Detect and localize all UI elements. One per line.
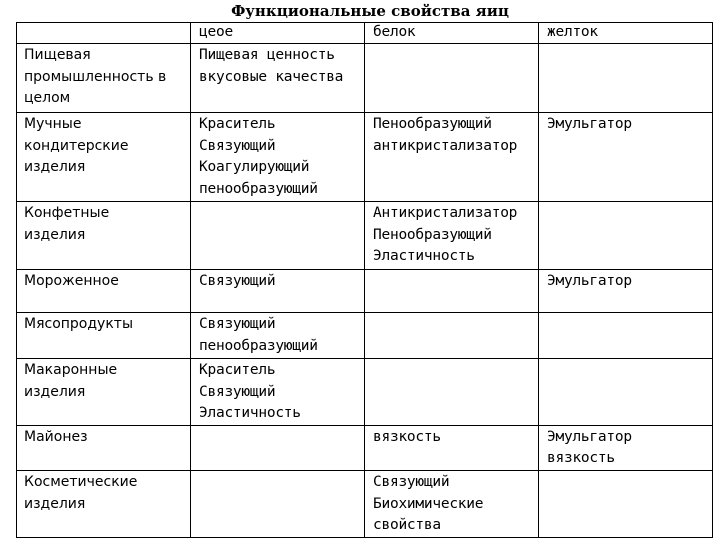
row-label: Мороженное <box>17 270 191 313</box>
row-label: Косметические изделия <box>17 470 191 537</box>
table-row <box>17 270 713 313</box>
cell-whole-egg: Краситель Связующий Коагулирующий пенообразующий <box>191 113 365 202</box>
cell-yolk <box>539 313 713 359</box>
page-title: Функциональные свойства яиц <box>231 2 509 20</box>
row-label: Майонез <box>17 425 191 470</box>
row-label: Мучные кондитерские изделия <box>17 113 191 202</box>
cell-whole-egg: Связующий <box>191 270 365 313</box>
cell-egg-white: Пенообразующий антикристализатор <box>365 113 539 202</box>
table-row <box>17 425 713 470</box>
table-row <box>17 202 713 270</box>
cell-egg-white <box>365 270 539 313</box>
cell-whole-egg: Пищевая ценность вкусовые качества <box>191 44 365 113</box>
cell-yolk <box>539 359 713 426</box>
row-label: Конфетные изделия <box>17 202 191 270</box>
cell-egg-white <box>365 313 539 359</box>
table-header-row <box>17 23 713 44</box>
column-header-yolk: желток <box>539 23 713 44</box>
cell-egg-white: Антикристализатор Пенообразующий Эластичность <box>365 202 539 270</box>
cell-yolk: Эмульгатор <box>539 113 713 202</box>
column-header-application <box>17 23 191 44</box>
cell-yolk: Эмульгатор вязкость <box>539 425 713 470</box>
table-row <box>17 113 713 202</box>
cell-yolk <box>539 44 713 113</box>
table-row <box>17 359 713 426</box>
cell-egg-white: Связующий Биохимические свойства <box>365 470 539 537</box>
column-header-egg-white: белок <box>365 23 539 44</box>
cell-whole-egg <box>191 202 365 270</box>
cell-whole-egg <box>191 425 365 470</box>
cell-whole-egg <box>191 470 365 537</box>
row-label: Мясопродукты <box>17 313 191 359</box>
column-header-whole-egg: цеое <box>191 23 365 44</box>
cell-egg-white <box>365 44 539 113</box>
cell-yolk: Эмульгатор <box>539 270 713 313</box>
row-label: Макаронные изделия <box>17 359 191 426</box>
row-label: Пищевая промышленность в целом <box>17 44 191 113</box>
table-row <box>17 44 713 113</box>
cell-yolk <box>539 202 713 270</box>
table-row <box>17 313 713 359</box>
cell-whole-egg: Краситель Связующий Эластичность <box>191 359 365 426</box>
cell-egg-white: вязкость <box>365 425 539 470</box>
cell-yolk <box>539 470 713 537</box>
cell-whole-egg: Связующий пенообразующий <box>191 313 365 359</box>
cell-egg-white <box>365 359 539 426</box>
table-row <box>17 470 713 537</box>
properties-table <box>16 22 713 538</box>
